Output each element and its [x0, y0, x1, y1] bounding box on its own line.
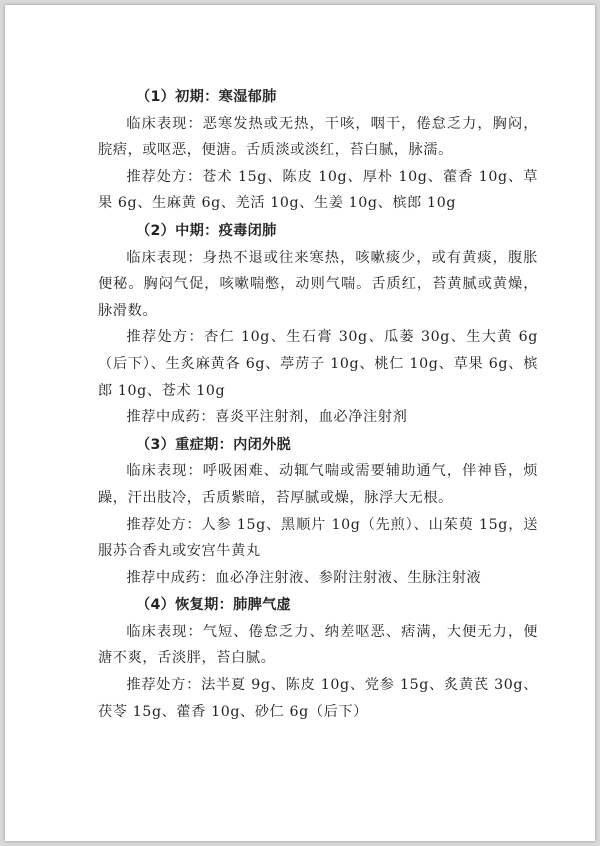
document-page: [5, 5, 595, 841]
section-heading-early: （1）初期：寒湿郁肺: [136, 89, 277, 105]
section-heading-middle: （2）中期：疫毒闭肺: [136, 222, 277, 239]
section-middle-prescription: 推荐处方：杏仁 10g、生石膏 30g、瓜蒌 30g、生大黄 6g（后下）、生炙麻黄各 6g、葶苈子 10g、桃仁 10g、草果 6g、槟郎 10g、苍术 10g: [98, 329, 538, 399]
section-early-symptoms: 临床表现：恶寒发热或无热，干咳，咽干，倦怠乏力，胸闷，脘痞，或呕恶，便溏。舌质淡或淡红，苔白腻，脉濡。: [98, 115, 538, 159]
section-severe-symptoms: 临床表现：呼吸困难、动辄气喘或需要辅助通气，伴神昏，烦躁，汗出肢冷，舌质紫暗，苔厚腻或燥，脉浮大无根。: [98, 463, 538, 506]
section-heading-severe: （3）重症期：内闭外脱: [136, 436, 292, 453]
section-recovery-symptoms: 临床表现：气短、倦怠乏力、纳差呕恶、痞满，大便无力，便溏不爽，舌淡胖，苔白腻。: [98, 623, 538, 667]
section-severe-prescription: 推荐处方：人参 15g、黑顺片 10g（先煎）、山茱萸 15g，送服苏合香丸或安宫牛黄丸: [98, 516, 538, 560]
section-recovery-prescription: 推荐处方：法半夏 9g、陈皮 10g、党参 15g、炙黄芪 30g、茯苓 15g、藿香 10g、砂仁 6g（后下）: [98, 677, 538, 720]
section-heading-recovery: （4）恢复期：肺脾气虚: [136, 597, 292, 614]
section-middle-patent-medicine: 推荐中成药：喜炎平注射剂，血必净注射剂: [126, 409, 408, 426]
section-middle-symptoms: 临床表现：身热不退或往来寒热，咳嗽痰少，或有黄痰，腹胀便秘。胸闷气促，咳嗽喘憋，动则气喘。舌质红，苔黄腻或黄燥，脉滑数。: [98, 249, 538, 319]
section-severe-patent-medicine: 推荐中成药：血必净注射液、参附注射液、生脉注射液: [126, 569, 482, 586]
document-body: [98, 83, 538, 725]
section-early-prescription: 推荐处方：苍术 15g、陈皮 10g、厚朴 10g、藿香 10g、草果 6g、生麻黄 6g、羌活 10g、生姜 10g、槟郎 10g: [98, 168, 538, 212]
